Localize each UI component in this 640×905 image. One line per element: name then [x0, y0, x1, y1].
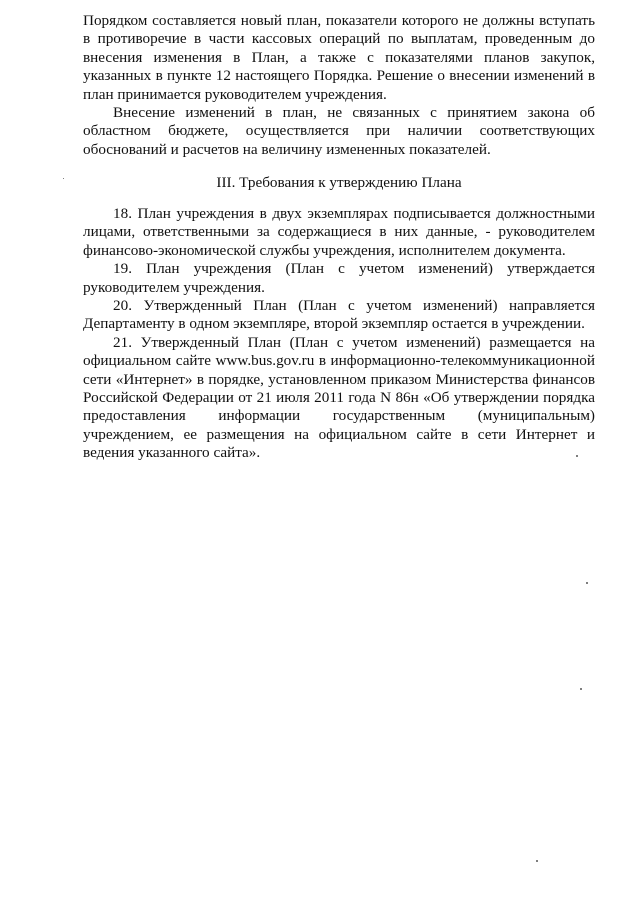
section-heading: III. Требования к утверждению Плана	[216, 174, 462, 191]
paragraph-18: 18. План учреждения в двух экземплярах подписывается должностными лицами, ответственными за содержащиеся в них данные, - руководителем финансово-экономической службы учреждения, исполнителем документа.	[83, 205, 595, 259]
scan-speck	[576, 455, 578, 457]
intro-text	[83, 12, 595, 159]
intro-paragraph: Порядком составляется новый план, показатели которого не должны вступать в противоречие в части кассовых операций по выплатам, проведенным до внесения изменения в План, а также с показателями планов закупок, указанных в пункте 12 настоящего Порядка. Решение о внесении изменений в план принимается руководителем учреждения.	[83, 12, 595, 103]
section-body	[83, 205, 595, 463]
scan-speck	[586, 582, 588, 584]
paragraph-21: 21. Утвержденный План (План с учетом изменений) размещается на официальном сайте www.bus.gov.ru в информационно-телекоммуникационной сети «Интернет» в порядке, установленном приказом Министерства финансов Российской Федерации от 21 июля 2011 года N 86н «Об утверждении порядка предоставления информации государственным (муниципальным) учреждением, ее размещения на официальном сайте в сети Интернет и ведения указанного сайта».	[83, 333, 595, 462]
scan-speck	[63, 178, 64, 179]
scan-speck	[580, 688, 582, 690]
paragraph-20: 20. Утвержденный План (План с учетом изменений) направляется Департаменту в одном экземпляре, второй экземпляр остается в учреждении.	[83, 297, 595, 333]
paragraph-19: 19. План учреждения (План с учетом изменений) утверждается руководителем учреждения.	[83, 260, 595, 296]
intro-paragraph: Внесение изменений в план, не связанных с принятием закона об областном бюджете, осуществляется при наличии соответствующих обоснований и расчетов на величину измененных показателей.	[83, 104, 595, 158]
scan-speck	[536, 860, 538, 862]
